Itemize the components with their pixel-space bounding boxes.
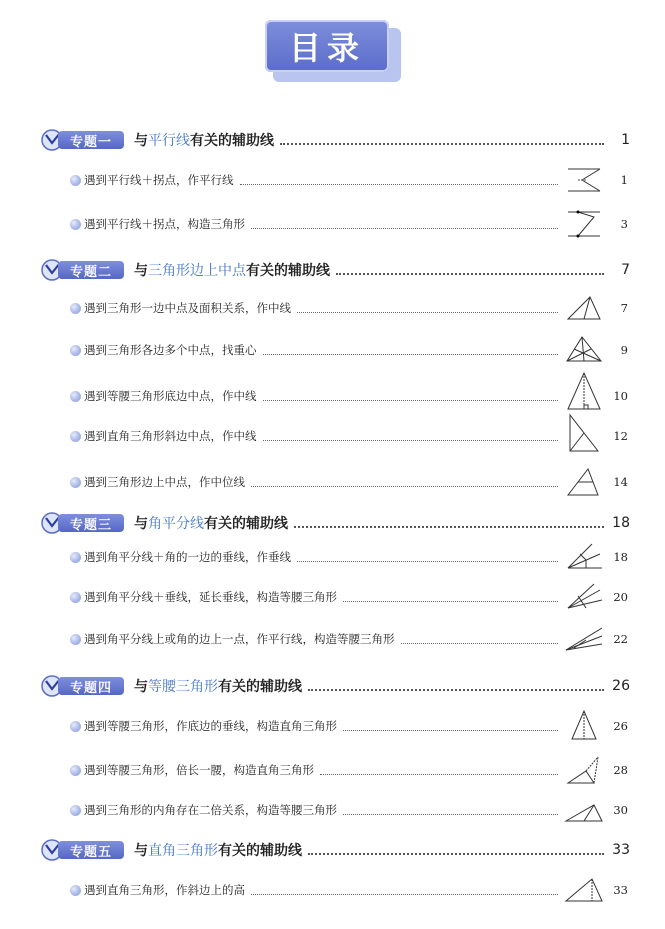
toc-item[interactable]: 遇到角平分线上或角的边上一点，作平行线，构造等腰三角形 22 <box>70 629 628 649</box>
angle-bisector-extend-icon <box>564 580 604 614</box>
isosceles-median-icon <box>564 371 604 411</box>
toc-item[interactable]: 遇到平行线＋拐点，构造三角形 3 <box>70 214 628 234</box>
toc-title: 目录 <box>265 20 389 72</box>
section-title: 与角平分线有关的辅助线 <box>134 516 288 532</box>
section-badge: 专题三 <box>40 512 128 534</box>
section-page-number: 1 <box>621 132 630 148</box>
angle-bisector-perpendicular-icon <box>564 540 604 574</box>
bullet-icon <box>70 303 81 314</box>
toc-item[interactable]: 遇到等腰三角形，作底边的垂线，构造直角三角形 26 <box>70 716 628 736</box>
toc-item[interactable]: 遇到三角形的内角存在二倍关系，构造等腰三角形 30 <box>70 800 628 820</box>
bullet-icon <box>70 885 81 896</box>
toc-item[interactable]: 遇到角平分线＋垂线，延长垂线，构造等腰三角形 20 <box>70 587 628 607</box>
toc-item[interactable]: 遇到角平分线＋角的一边的垂线，作垂线 18 <box>70 547 628 567</box>
bullet-icon <box>70 552 81 563</box>
bullet-icon <box>70 634 81 645</box>
section-title: 与直角三角形有关的辅助线 <box>134 843 302 859</box>
bullet-icon <box>70 391 81 402</box>
section-4[interactable] <box>40 674 630 698</box>
section-page-number: 26 <box>612 678 630 694</box>
toc-item[interactable]: 遇到三角形一边中点及面积关系，作中线 7 <box>70 298 628 318</box>
toc-item[interactable]: 遇到平行线＋拐点，作平行线 1 <box>70 170 628 190</box>
toc-item[interactable]: 遇到等腰三角形底边中点，作中线 10 <box>70 386 628 406</box>
angle-bisector-parallel-icon <box>564 622 604 656</box>
bullet-icon <box>70 805 81 816</box>
bullet-icon <box>70 431 81 442</box>
toc-item[interactable]: 遇到等腰三角形，倍长一腰，构造直角三角形 28 <box>70 760 628 780</box>
right-triangle-altitude-icon <box>564 873 604 907</box>
section-5[interactable] <box>40 838 630 862</box>
bullet-icon <box>70 477 81 488</box>
toc-item[interactable]: 遇到直角三角形斜边中点，作中线 12 <box>70 426 628 446</box>
bullet-icon <box>70 765 81 776</box>
toc-item[interactable]: 遇到三角形边上中点，作中位线 14 <box>70 472 628 492</box>
section-title: 与平行线有关的辅助线 <box>134 133 274 149</box>
section-page-number: 33 <box>612 842 630 858</box>
triangle-centroid-icon <box>564 333 604 367</box>
parallel-lines-icon <box>564 163 604 197</box>
section-3[interactable] <box>40 511 630 535</box>
section-page-number: 7 <box>621 262 630 278</box>
right-triangle-median-icon <box>564 413 604 453</box>
isosceles-double-leg-icon <box>564 753 604 787</box>
section-title: 与三角形边上中点有关的辅助线 <box>134 263 330 279</box>
section-title: 与等腰三角形有关的辅助线 <box>134 679 302 695</box>
bullet-icon <box>70 721 81 732</box>
section-badge: 专题一 <box>40 129 128 151</box>
toc-title-banner <box>265 20 405 84</box>
isosceles-altitude-icon <box>564 709 604 743</box>
toc-item[interactable]: 遇到直角三角形，作斜边上的高 33 <box>70 880 628 900</box>
triangle-median-icon <box>564 291 604 325</box>
double-angle-triangle-icon <box>564 793 604 827</box>
parallel-lines-triangle-icon <box>564 207 604 241</box>
section-2[interactable] <box>40 258 630 282</box>
bullet-icon <box>70 592 81 603</box>
section-1[interactable] <box>40 128 630 152</box>
section-badge: 专题五 <box>40 839 128 861</box>
triangle-midline-icon <box>564 465 604 499</box>
toc-item[interactable]: 遇到三角形各边多个中点，找重心 9 <box>70 340 628 360</box>
bullet-icon <box>70 175 81 186</box>
section-badge: 专题四 <box>40 675 128 697</box>
section-page-number: 18 <box>612 515 630 531</box>
section-badge: 专题二 <box>40 259 128 281</box>
bullet-icon <box>70 345 81 356</box>
bullet-icon <box>70 219 81 230</box>
